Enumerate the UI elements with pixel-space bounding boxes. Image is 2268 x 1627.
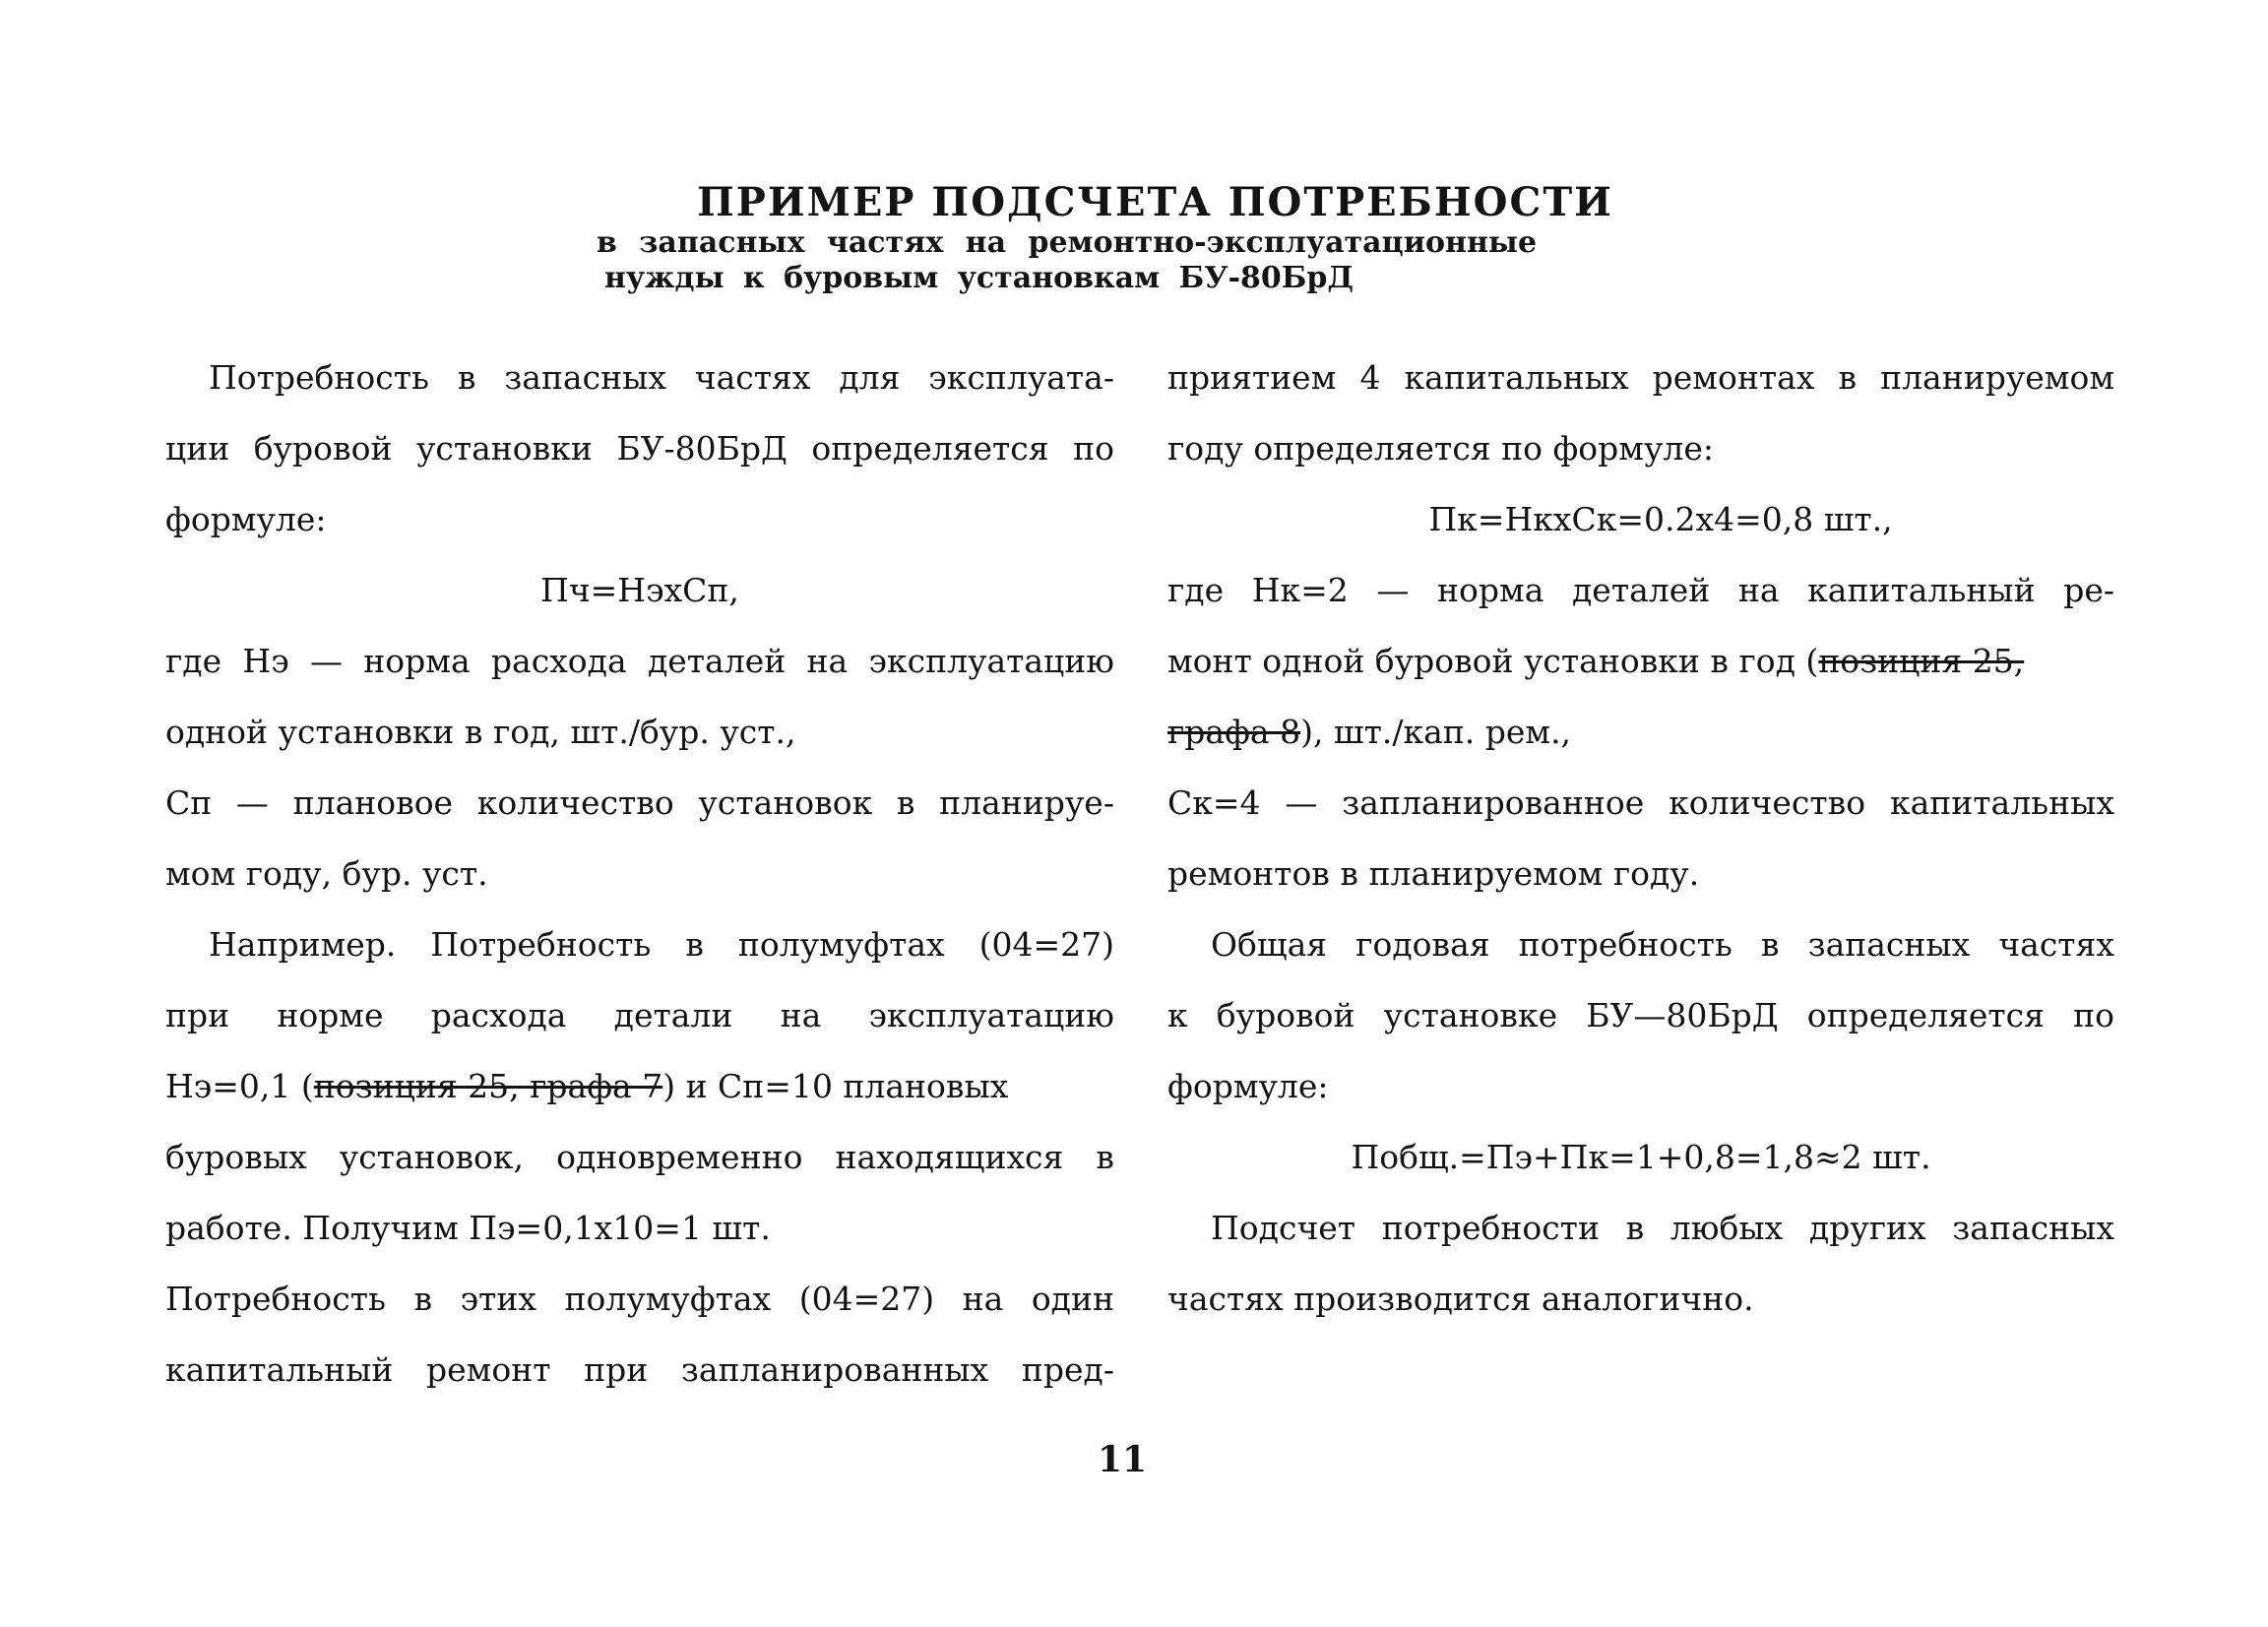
text-line: Потребность в этих полумуфтах (04=27) на один: [165, 1280, 1114, 1318]
text-line: формуле:: [165, 500, 327, 538]
text-line: Общая годовая потребность в запасных частях: [1211, 925, 2114, 964]
left-column: [165, 343, 1114, 1406]
text-line: ремонтов в планируемом году.: [1167, 854, 1700, 893]
text-line: [165, 1051, 1114, 1122]
text-line: где Нк=2 — норма деталей на капитальный ре-: [1167, 571, 2114, 609]
page-title: ПРИМЕР ПОДСЧЕТА ПОТРЕБНОСТИ: [697, 179, 1613, 225]
formula-total: Побщ.=Пэ+Пк=1+0,8=1,8≈2 шт.: [1351, 1138, 1931, 1176]
text-line: Например. Потребность в полумуфтах (04=27): [209, 925, 1114, 964]
text-line: [1167, 626, 2114, 697]
text-line: где Нэ — норма расхода деталей на эксплуатацию: [165, 642, 1114, 680]
text-line: Потребность в запасных частях для эксплуата-: [209, 358, 1114, 397]
formula-operational: Пч=НэхСп,: [540, 571, 739, 609]
formula-capital-repair: Пк=НкхСк=0.2х4=0,8 шт.,: [1428, 500, 1893, 538]
text-line: году определяется по формуле:: [1167, 429, 1714, 468]
struck-reference: позиция 25,: [1818, 642, 2025, 680]
page-subtitle-line-2: нужды к буровым установкам БУ-80БрД: [604, 261, 1354, 295]
text-fragment: ) и Сп=10 плановых: [662, 1067, 1009, 1105]
text-line: приятием 4 капитальных ремонтах в планируемом: [1167, 358, 2114, 397]
struck-reference: графа 8: [1167, 713, 1301, 751]
page-number: 11: [1097, 1439, 1148, 1480]
text-fragment: Нэ=0,1 (: [165, 1067, 314, 1105]
text-line: [1167, 697, 2114, 768]
text-line: капитальный ремонт при запланированных пред-: [165, 1350, 1114, 1389]
struck-reference: позиция 25, графа 7: [313, 1067, 663, 1105]
text-fragment: монт одной буровой установки в год (: [1167, 642, 1819, 680]
page-subtitle-line-1: в запасных частях на ремонтно-эксплуатационные: [597, 225, 1538, 260]
text-line: работе. Получим Пэ=0,1х10=1 шт.: [165, 1209, 771, 1247]
text-line: мом году, бур. уст.: [165, 854, 488, 893]
text-line: буровых установок, одновременно находящихся в: [165, 1138, 1114, 1176]
text-line: при норме расхода детали на эксплуатацию: [165, 996, 1114, 1034]
text-line: Ск=4 — запланированное количество капитальных: [1167, 783, 2114, 822]
text-line: Сп — плановое количество установок в планируе-: [165, 783, 1114, 822]
text-line: одной установки в год, шт./бур. уст.,: [165, 713, 796, 751]
text-line: к буровой установке БУ—80БрД определяется по: [1167, 996, 2114, 1034]
text-line: частях производится аналогично.: [1167, 1280, 1754, 1318]
right-column: [1167, 343, 2114, 1335]
text-fragment: ), шт./кап. рем.,: [1300, 713, 1572, 751]
text-line: ции буровой установки БУ-80БрД определяется по: [165, 429, 1114, 468]
text-line: Подсчет потребности в любых других запасных: [1211, 1209, 2114, 1247]
text-line: формуле:: [1167, 1067, 1329, 1105]
